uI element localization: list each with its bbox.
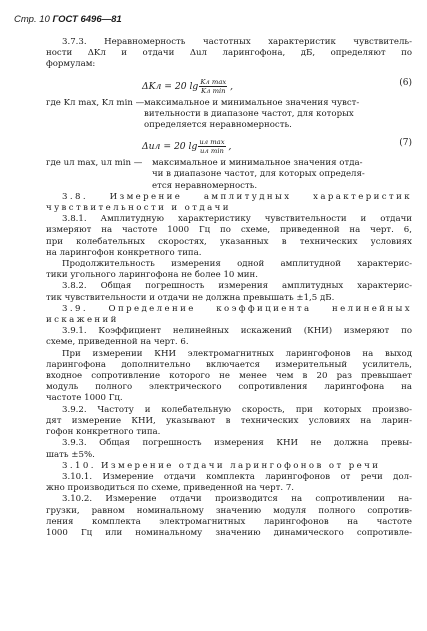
text-line: 3.8.1. Амплитудную характеристику чувствительности и отдачи — [62, 214, 412, 225]
heading-line: 3.10. Измерение отдачи ларингофонов от речи — [62, 460, 381, 471]
where-label: где uл max, uл min — — [46, 158, 143, 169]
text-line: дят измерение КНИ, указывают в технических условиях на ларин- — [46, 415, 412, 426]
text-line: входное сопротивление которого не менее чем в 20 раз превышает — [46, 371, 412, 382]
formula-number: (6) — [399, 77, 412, 88]
text-line: определяется неравномерность. — [144, 120, 292, 131]
formula-number: (7) — [399, 138, 412, 149]
paragraph-3-10-1 — [46, 472, 412, 494]
text-line: Продолжительность измерения одной амплитудной характерис- — [62, 259, 412, 270]
text-line: модуль полного электрического сопротивления ларингофона на — [46, 382, 412, 393]
text-line: вительности в диапазоне частот, для которых — [144, 108, 354, 119]
formula-lhs: ΔKл = 20 lg — [142, 80, 199, 92]
paragraph-3-8-1 — [46, 214, 412, 259]
formula-tail: , — [225, 141, 232, 153]
text-line: чи в диапазоне частот, для которых определя- — [152, 169, 365, 180]
text-line: 3.9.2. Частоту и колебательную скорость, при которых произво- — [62, 404, 412, 415]
text-line: 3.10.2. Измерение отдачи производится на сопротивлении на- — [62, 494, 412, 505]
text-line: гофон конкретного типа. — [46, 427, 161, 438]
where-clause-7 — [46, 158, 412, 192]
text-line: 3.9.3. Общая погрешность измерения КНИ не должна превы- — [62, 438, 412, 449]
section-heading-3-9 — [46, 304, 412, 326]
text-line: формулам: — [46, 59, 96, 70]
formula-expression — [142, 78, 233, 95]
formula-tail: , — [227, 80, 234, 92]
heading-line: чувствительности и отдачи — [46, 203, 231, 214]
text-line: ления комплекта электромагнитных ларингофонов на частоте — [46, 516, 412, 527]
text-line: максимальное и минимальное значения отда- — [152, 158, 363, 169]
fraction-numerator: Kл max — [200, 77, 227, 86]
text-line: 1000 Гц или номинальному значению динамического сопротивле- — [46, 527, 412, 538]
text-line: 3.7.3. Неравномерность частотных характеристик чувствитель- — [62, 37, 412, 47]
page-number: Стр. 10 — [14, 14, 50, 25]
paragraph-3-9-2 — [46, 405, 412, 439]
text-line: шать ±5%. — [46, 449, 95, 460]
text-line: ности ΔKл и отдачи Δuл ларингофона, дБ, определяют по — [46, 48, 412, 59]
fraction-denominator: uл min — [200, 147, 224, 156]
text-line: жно производиться по схеме, приведенной на черт. 7. — [46, 483, 295, 494]
text-line: 3.8.2. Общая погрешность измерения амплитудных характерис- — [62, 281, 412, 292]
text-line: измеряют на частоте 1000 Гц по схеме, приведенной на черт. 6, — [46, 225, 412, 236]
text-line: тик чувствительности и отдачи не должна превышать ±1,5 дБ. — [46, 292, 335, 303]
text-line: ется неравномерность. — [152, 180, 258, 191]
text-line: 3.9.1. Коэффициент нелинейных искажений (КНИ) измеряют по — [62, 326, 412, 337]
paragraph-3-10-2 — [46, 494, 412, 539]
heading-line: 3.8. Измерение амплитудных характеристик — [62, 191, 412, 202]
heading-line: искажений — [46, 315, 119, 326]
text-line: ларингофона дополнительно включается измерительный усилитель, — [46, 359, 412, 370]
formula-lhs: Δuл = 20 lg — [142, 141, 198, 153]
formula-fraction — [198, 138, 225, 155]
formula-fraction — [199, 78, 227, 95]
section-heading-3-8 — [46, 192, 412, 214]
formula-expression — [142, 138, 231, 155]
text-line: схеме, приведенной на черт. 6. — [46, 337, 189, 348]
standard-number: ГОСТ 6496—81 — [52, 14, 122, 25]
paragraph-3-8-2 — [46, 281, 412, 303]
where-clause-6 — [46, 98, 412, 132]
text-line: При измерении КНИ электромагнитных ларингофонов на выход — [62, 348, 412, 359]
formula-6 — [46, 71, 412, 98]
section-heading-3-10 — [46, 461, 412, 472]
text-line: при колебательных скоростях, указанных в технических условиях — [46, 236, 412, 247]
text-line: максимальное и минимальное значения чувст- — [144, 97, 360, 108]
document-body — [46, 37, 412, 539]
paragraph-3-9-1 — [46, 326, 412, 348]
fraction-numerator: uл max — [199, 138, 225, 147]
paragraph-duration — [46, 259, 412, 281]
where-label: где Kл max, Kл min — — [46, 97, 145, 108]
text-line: 3.10.1. Измерение отдачи комплекта ларингофонов от речи дол- — [62, 471, 412, 482]
fraction-denominator: Kл min — [201, 86, 226, 95]
text-line: грузки, равном номинальному значению модуля полного сопротив- — [46, 505, 412, 516]
paragraph-3-9-3 — [46, 438, 412, 460]
formula-7 — [46, 131, 412, 158]
paragraph-3-7-3 — [46, 37, 412, 71]
paragraph-knee-measurement — [46, 349, 412, 405]
text-line: на ларингофон конкретного типа. — [46, 247, 202, 258]
heading-line: 3.9. Определение коэффициента нелинейных — [62, 303, 412, 314]
page-header — [14, 14, 122, 25]
text-line: частоте 1000 Гц. — [46, 393, 123, 404]
text-line: тики угольного ларингофона не более 10 мин. — [46, 270, 258, 281]
